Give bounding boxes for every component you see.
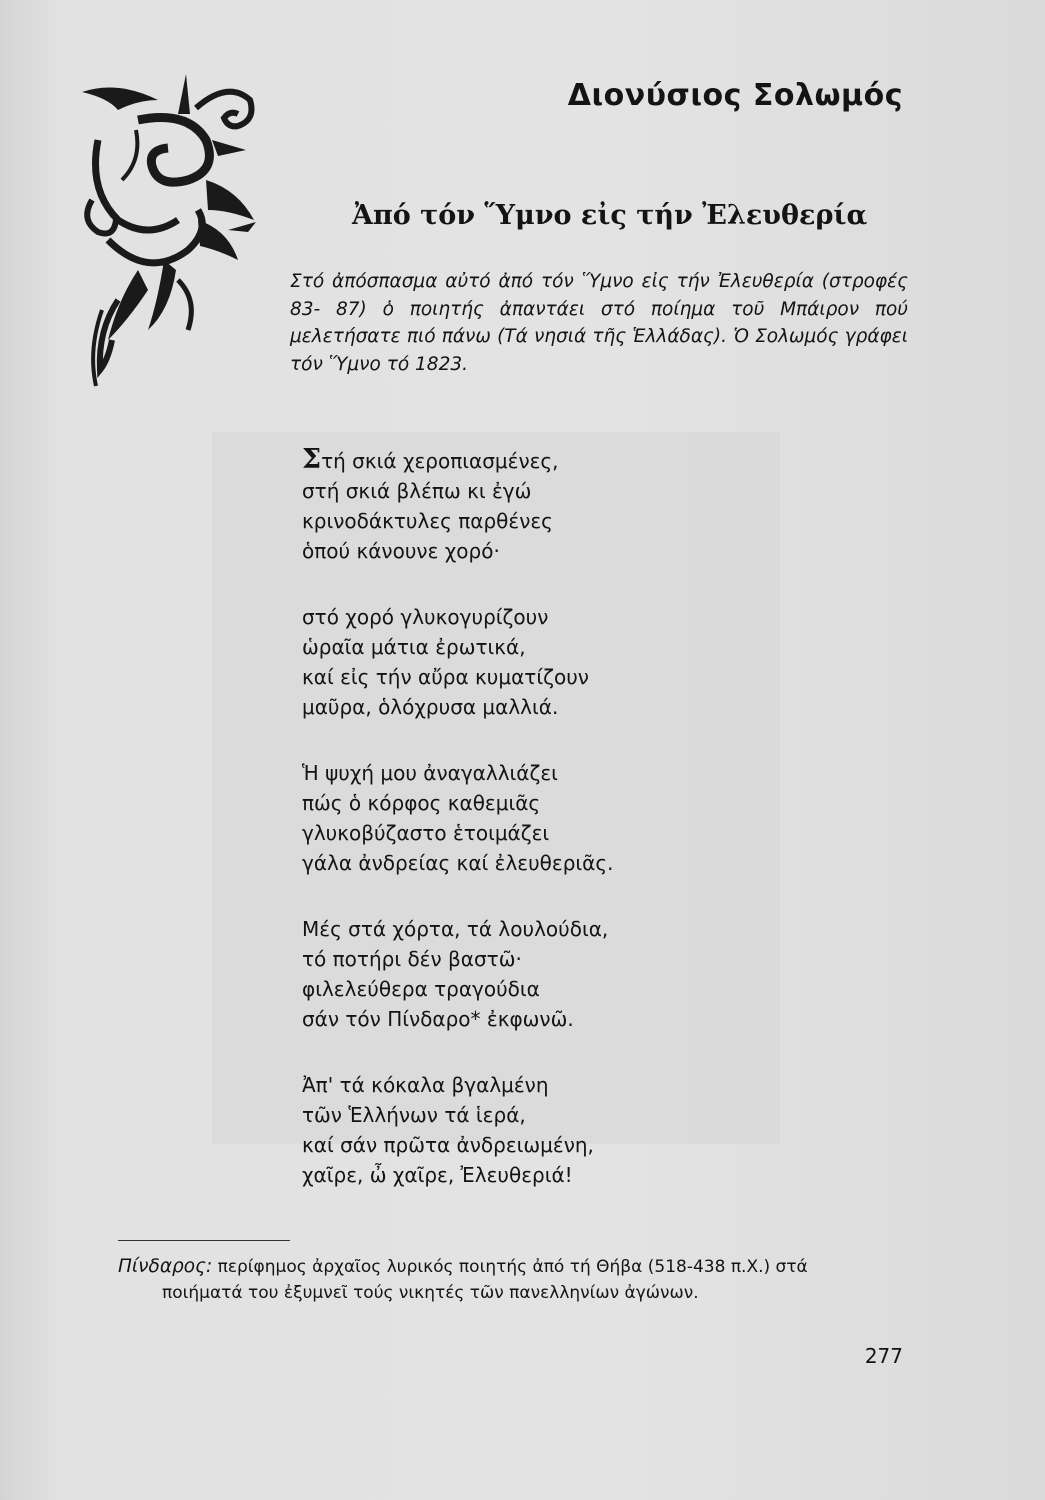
poem-line: μαῦρα, ὁλόχρυσα μαλλιά. — [302, 695, 559, 719]
intro-paragraph: Στό ἀπόσπασμα αὐτό ἀπό τόν Ὕμνο εἰς τήν Ἐλευθερία (στροφές 83- 87) ὁ ποιητής ἀπαντάει στό ποίημα τοῦ Μπάιρον πού μελετήσατε πιό πάνω (Τά νησιά τῆς Ἑλλάδας). Ὁ Σολωμός γράφει τόν Ὕμνο τό 1823. — [290, 271, 908, 375]
footnote — [118, 1254, 918, 1306]
poem-line: ὡραῖα μάτια ἐρωτικά, — [302, 635, 526, 659]
poem-line: Ἀπ' τά κόκαλα βγαλμένη — [302, 1073, 549, 1097]
poem-line: γλυκοβύζαστο ἑτοιμάζει — [302, 821, 550, 845]
poem-line: Στή σκιά χεροπιασμένες, — [302, 444, 559, 475]
footnote-text-line-2: ποιήματά του ἐξυμνεῖ τούς νικητές τῶν πανελληνίων ἀγώνων. — [162, 1283, 699, 1303]
stanza-1 — [302, 445, 613, 566]
footnote-text-line-1: περίφημος ἀρχαῖος λυρικός ποιητής ἀπό τή Θήβα (518-438 π.Χ.) στά — [217, 1257, 808, 1277]
footnote-term: Πίνδαρος: — [118, 1256, 213, 1277]
poem-line: κρινοδάκτυλες παρθένες — [302, 509, 553, 533]
poem-line: σάν τόν Πίνδαρο* ἐκφωνῶ. — [302, 1007, 574, 1031]
page-number: 277 — [864, 1344, 903, 1368]
footnote-divider — [118, 1240, 290, 1241]
poem-line: Ἡ ψυχή μου ἀναγαλλιάζει — [302, 761, 558, 785]
poem-line: στή σκιά βλέπω κι ἐγώ — [302, 479, 532, 503]
poem-line: καί σάν πρῶτα ἀνδρειωμένη, — [302, 1133, 594, 1157]
drop-cap: Σ — [302, 444, 322, 475]
poem-line: Μές στά χόρτα, τά λουλούδια, — [302, 917, 609, 941]
poem-line: τῶν Ἑλλήνων τά ἱερά, — [302, 1103, 526, 1127]
stanza-3 — [302, 758, 613, 878]
stanza-4 — [302, 914, 613, 1034]
stanza-5 — [302, 1070, 613, 1190]
poem-line: γάλα ἀνδρείας καί ἐλευθεριᾶς. — [302, 851, 614, 875]
poem-line: πώς ὁ κόρφος καθεμιᾶς — [302, 791, 541, 815]
poem-title: Ἀπό τόν Ὕμνο εἰς τήν Ἐλευθερία — [352, 200, 868, 231]
poem-line: χαῖρε, ὦ χαῖρε, Ἐλευθεριά! — [302, 1163, 573, 1187]
decorative-ornament-icon — [78, 70, 258, 390]
author-name: Διονύσιος Σολωμός — [567, 78, 903, 113]
poem-line: καί εἰς τήν αὔρα κυματίζουν — [302, 665, 589, 689]
poem-line: τό ποτήρι δέν βαστῶ· — [302, 947, 522, 971]
stanza-2 — [302, 602, 613, 722]
poem — [302, 445, 613, 1190]
poem-line: φιλελεύθερα τραγούδια — [302, 977, 540, 1001]
poem-line: στό χορό γλυκογυρίζουν — [302, 605, 549, 629]
poem-line: ὁπού κάνουνε χορό· — [302, 539, 500, 563]
